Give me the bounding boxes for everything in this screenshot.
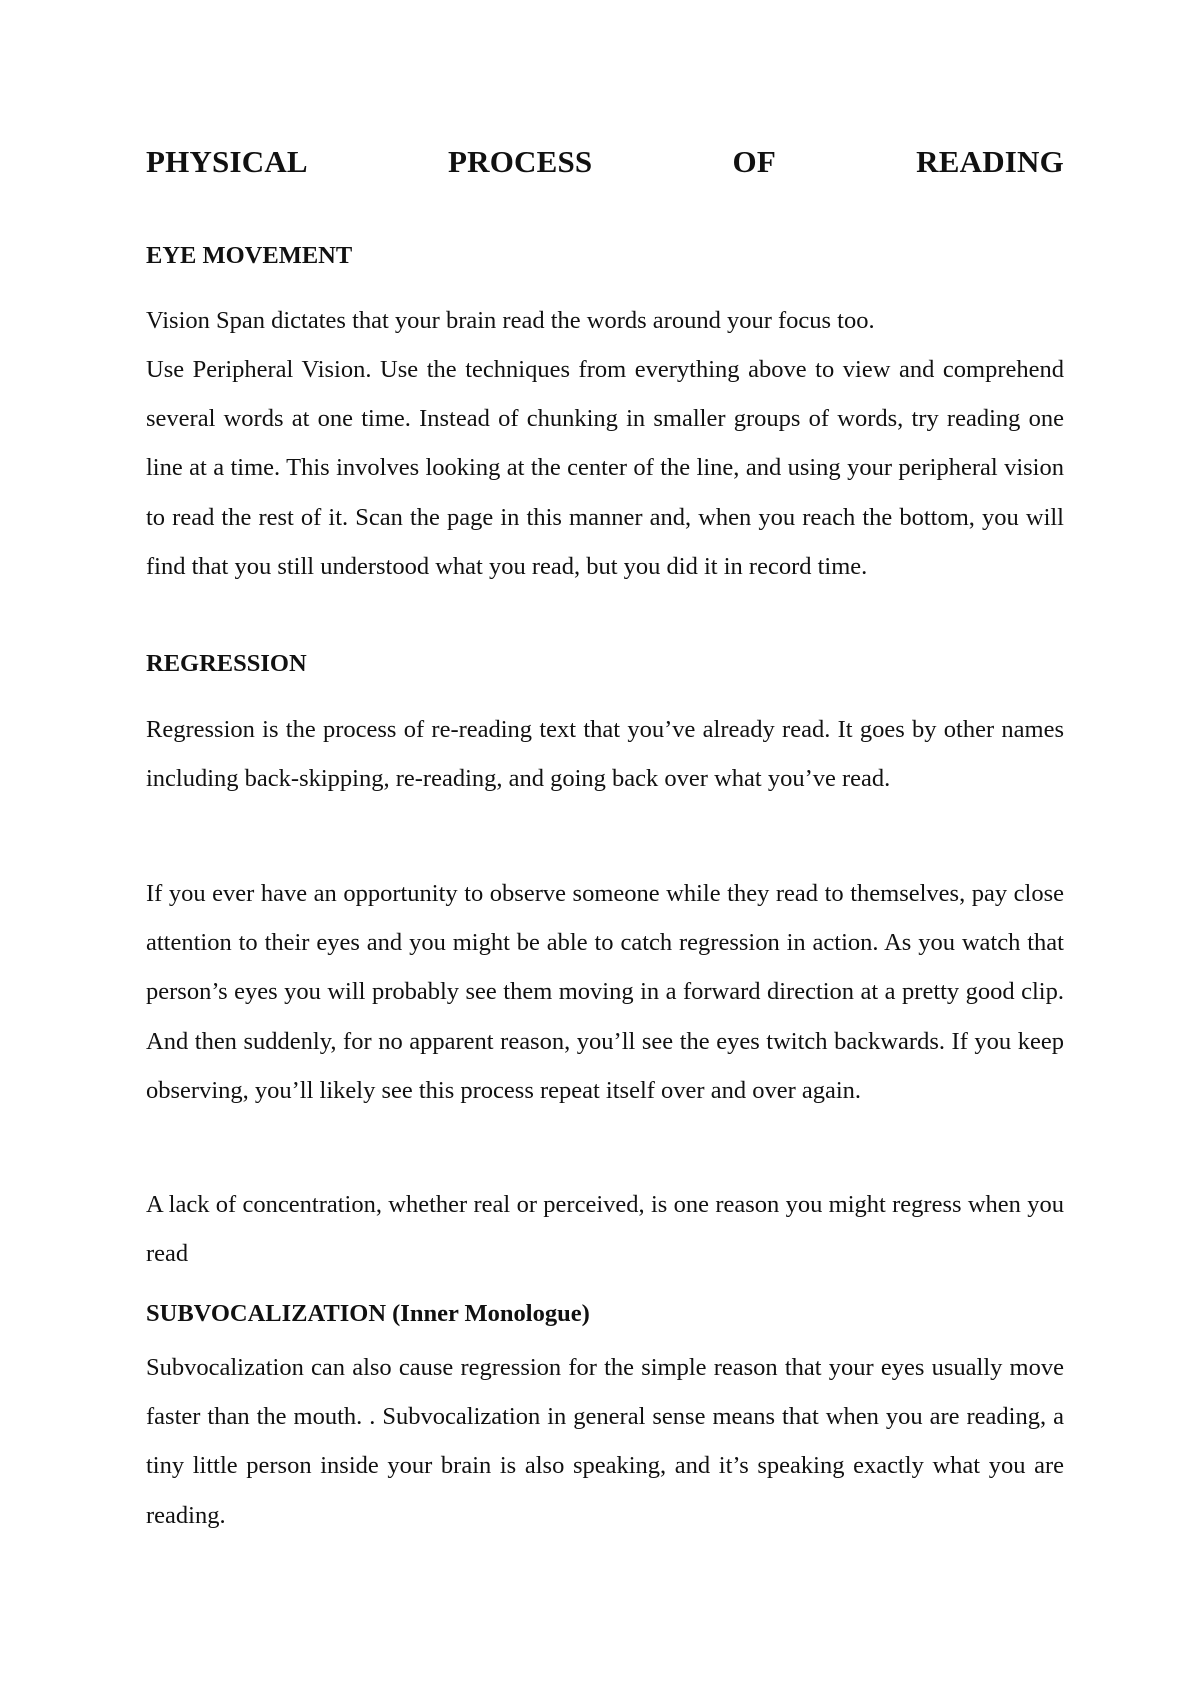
eye-movement-paragraph: Use Peripheral Vision. Use the techniques from everything above to view and comprehend several words at one time. Instead of chunking in smaller groups of words, try reading one line at a time. This involves looking at the center of the line, and using your peripheral vision to read the rest of it. Scan the page in this manner and, when you reach the bottom, you will find that you still understood what you read, but you did it in record time. [146, 356, 1064, 580]
section-heading-eye-movement: EYE MOVEMENT [146, 242, 353, 269]
regression-paragraph-2: If you ever have an opportunity to observe someone while they read to themselves, pay close attention to their eyes and you might be able to catch regression in action. As you watch that person’s eyes you will probably see them moving in a forward direction at a pretty good clip. And then suddenly, for no apparent reason, you’ll see the eyes twitch backwards. If you keep observing, you’ll likely see this process repeat itself over and over again. [146, 880, 1064, 1104]
title-word: READING [916, 144, 1064, 179]
regression-paragraph-3: A lack of concentration, whether real or perceived, is one reason you might regress when you read [146, 1191, 1064, 1268]
document-page [146, 0, 1064, 1698]
regression-paragraph-1: Regression is the process of re-reading text that you’ve already read. It goes by other names including back-skipping, re-reading, and going back over what you’ve read. [146, 716, 1064, 793]
document-title [146, 142, 1064, 182]
section-heading-regression: REGRESSION [146, 650, 307, 677]
section-heading-subvocalization: SUBVOCALIZATION (Inner Monologue) [146, 1300, 590, 1327]
eye-movement-intro-line: Vision Span dictates that your brain read the words around your focus too. [146, 307, 875, 334]
title-word: OF [732, 144, 776, 179]
subvocalization-paragraph: Subvocalization can also cause regression for the simple reason that your eyes usually move faster than the mouth. . Subvocalization in general sense means that when you are reading, a tiny little person inside your brain is also speaking, and it’s speaking exactly what you are reading. [146, 1354, 1064, 1529]
title-word: PROCESS [447, 144, 593, 179]
title-word: PHYSICAL [146, 144, 308, 179]
